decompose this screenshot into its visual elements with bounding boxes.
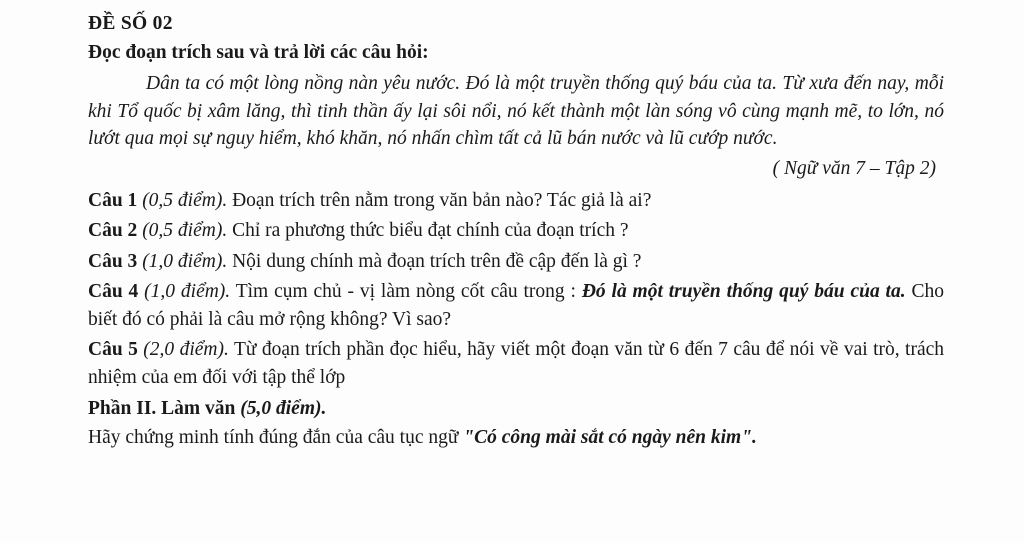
- question-3-points: (1,0 điểm).: [142, 250, 228, 272]
- question-4-text-after: Cho biết đó có phải là câu mở rộng không? Vì sao?: [88, 281, 944, 330]
- question-1-text: Đoạn trích trên nằm trong văn bản nào? Tác giả là ai?: [232, 189, 652, 211]
- question-2-points: (0,5 điểm).: [142, 220, 228, 241]
- question-3-label: Câu 3: [88, 250, 138, 272]
- question-4-text: Tìm cụm chủ - vị làm nòng cốt câu trong :: [235, 281, 582, 302]
- question-3: [88, 248, 944, 276]
- question-2-text: Chỉ ra phương thức biểu đạt chính của đoạn trích ?: [232, 220, 629, 241]
- document-subtitle: Đọc đoạn trích sau và trả lời các câu hỏi:: [88, 42, 429, 63]
- question-5-points: (2,0 điểm).: [143, 339, 229, 360]
- question-2-label: Câu 2: [88, 220, 138, 241]
- question-4: [88, 278, 944, 333]
- final-prompt-emphasis: "Có công mài sắt có ngày nên kim".: [463, 427, 757, 448]
- question-3-text: Nội dung chính mà đoạn trích trên đề cập đến là gì ?: [232, 250, 642, 272]
- document-title: ĐỀ SỐ 02: [88, 13, 173, 34]
- question-4-points: (1,0 điểm).: [144, 281, 231, 302]
- final-prompt-text: Hãy chứng minh tính đúng đắn của câu tục ngữ: [88, 427, 464, 448]
- question-1-label: Câu 1: [88, 189, 138, 211]
- question-2: [88, 217, 944, 245]
- question-1: [88, 187, 944, 215]
- question-5-label: Câu 5: [88, 339, 138, 360]
- passage-text: Dân ta có một lòng nồng nàn yêu nước. Đó là một truyền thống quý báu của ta. Từ xưa đến nay, mỗi khi Tổ quốc bị xâm lăng, thì tinh thần ấy lại sôi nổi, nó kết thành một làn sóng vô cùng mạnh mẽ, to lớn, nó lướt qua mọi sự nguy hiểm, khó khăn, nó nhấn chìm tất cả lũ bán nước và lũ cướp nước.: [88, 73, 944, 149]
- question-4-label: Câu 4: [88, 281, 139, 302]
- reading-passage: [88, 70, 944, 153]
- final-prompt: [88, 424, 944, 452]
- section-heading: [88, 395, 944, 423]
- question-5: [88, 336, 944, 391]
- question-5-text: Từ đoạn trích phần đọc hiểu, hãy viết một đoạn văn từ 6 đến 7 câu để nói về vai trò, trách nhiệm của em đối với tập thể lớp: [88, 339, 945, 388]
- question-1-points: (0,5 điểm).: [142, 189, 228, 211]
- question-4-emphasis: Đó là một truyền thống quý báu của ta.: [581, 281, 906, 302]
- passage-source: ( Ngữ văn 7 – Tập 2): [772, 157, 936, 179]
- section-points: (5,0 điểm).: [240, 398, 327, 419]
- document-body: [88, 10, 944, 452]
- section-label: Phần II. Làm văn: [88, 398, 236, 419]
